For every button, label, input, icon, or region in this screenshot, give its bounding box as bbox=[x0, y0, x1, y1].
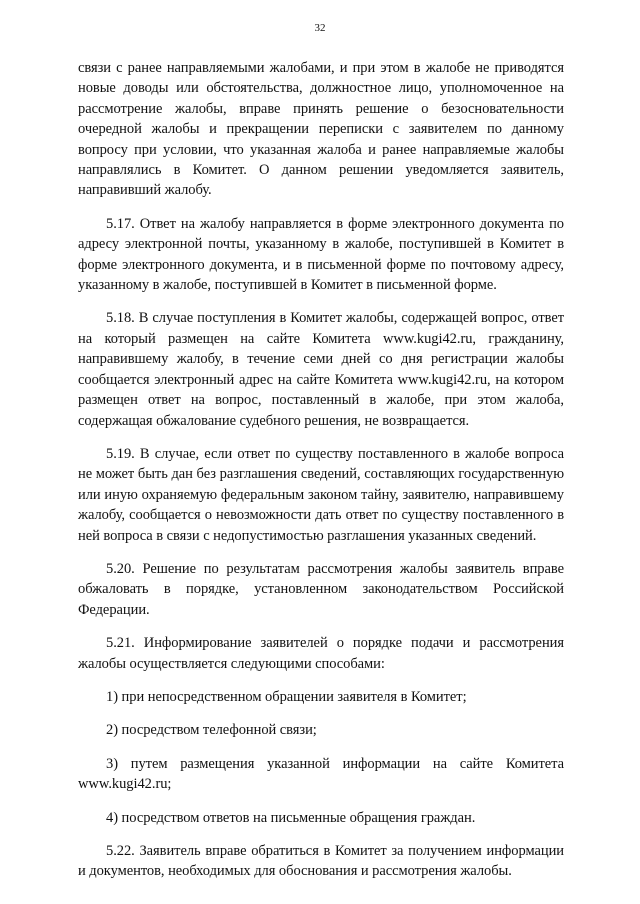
paragraph-5-21: 5.21. Информирование заявителей о порядке подачи и рассмотрения жалобы осуществляется следующими способами: bbox=[78, 635, 564, 672]
paragraph-5-20: 5.20. Решение по результатам рассмотрения жалобы заявитель вправе обжаловать в порядке, установленном законодательством Российской Федерации. bbox=[78, 560, 564, 618]
list-item-3: 3) путем размещения указанной информации на сайте Комитета www.kugi42.ru; bbox=[78, 755, 564, 793]
paragraph-5-19: 5.19. В случае, если ответ по существу поставленного в жалобе вопроса не может быть дан без разглашения сведений, составляющих государственную или иную охраняемую федеральным законом тайну, заявителю, направившему жалобу, сообщается о невозможности дать ответ по существу поставленного в ней вопроса в связи с недопустимостью разглашения указанных сведений. bbox=[78, 445, 564, 544]
paragraph-5-18: 5.18. В случае поступления в Комитет жалобы, содержащей вопрос, ответ на который размещен на сайте Комитета www.kugi42.ru, гражданину, направившему жалобу, в течение семи дней со дня регистрации жалобы сообщается электронный адрес на сайте Комитета www.kugi42.ru, на котором размещен ответ на вопрос, поставленный в жалобе, при этом жалоба, содержащая обжалование судебного решения, не возвращается. bbox=[78, 310, 564, 429]
page-body bbox=[78, 58, 564, 895]
page-number: 32 bbox=[314, 22, 326, 34]
paragraph-5-22: 5.22. Заявитель вправе обратиться в Комитет за получением информации и документов, необходимых для обоснования и рассмотрения жалобы. bbox=[78, 843, 564, 880]
list-item-1: 1) при непосредственном обращении заявителя в Комитет; bbox=[106, 688, 467, 705]
list-item-2: 2) посредством телефонной связи; bbox=[106, 722, 317, 739]
paragraph-continuation: связи с ранее направляемыми жалобами, и при этом в жалобе не приводятся новые доводы или обстоятельства, должностное лицо, уполномоченное на рассмотрение жалобы, вправе принять решение о безосновательности очередной жалобы и прекращении переписки с заявителем по данному вопросу при условии, что указанная жалоба и ранее направляемые жалобы направлялись в Комитет. О данном решении уведомляется заявитель, направивший жалобу. bbox=[78, 60, 564, 199]
paragraph-5-17: 5.17. Ответ на жалобу направляется в форме электронного документа по адресу электронной почты, указанному в жалобе, поступившей в Комитет в форме электронного документа, и в письменной форме по почтовому адресу, указанному в жалобе, поступившей в Комитет в письменной форме. bbox=[78, 215, 564, 294]
list-item-4: 4) посредством ответов на письменные обращения граждан. bbox=[106, 809, 476, 826]
